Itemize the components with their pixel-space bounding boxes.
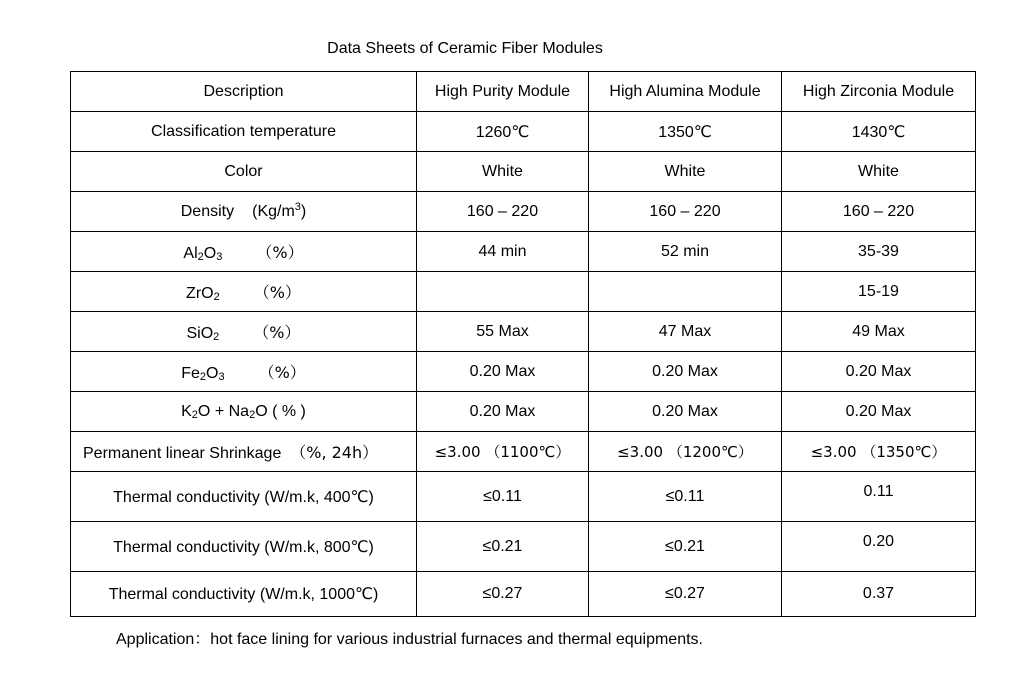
header-cell: High Alumina Module (589, 72, 782, 112)
table-cell: 47 Max (589, 312, 782, 352)
row-label (71, 232, 417, 272)
table-row (71, 152, 976, 192)
table-cell: 0.20 Max (782, 352, 976, 392)
unit-label: （%） (253, 283, 301, 302)
table-cell: 44 min (417, 232, 589, 272)
table-cell: 0.20 Max (782, 392, 976, 432)
table-cell: 1260℃ (417, 112, 589, 152)
formula-subscript: 3 (218, 371, 225, 383)
table-cell: 160 – 220 (589, 192, 782, 232)
table-cell: ≤0.27 (417, 572, 589, 617)
table-cell: ≤0.11 (589, 472, 782, 522)
formula-subscript: 2 (191, 408, 198, 421)
table-cell (782, 522, 976, 572)
table-cell: 1430℃ (782, 112, 976, 152)
table-row (71, 432, 976, 472)
row-label: Thermal conductivity (W/m.k, 800℃) (71, 522, 417, 572)
row-label (71, 432, 417, 472)
table-cell: ≤0.21 (417, 522, 589, 572)
table-cell (417, 272, 589, 312)
table-cell (782, 472, 976, 522)
table-cell: ≤0.21 (589, 522, 782, 572)
unit-label: （%） (258, 363, 306, 382)
table-cell: 15-19 (782, 272, 976, 312)
table-cell: 160 – 220 (782, 192, 976, 232)
formula-part: SiO (186, 325, 214, 342)
formula-subscript: 2 (197, 251, 204, 263)
formula-part: O (255, 402, 268, 420)
table-cell: 0.37 (782, 572, 976, 617)
row-label (71, 392, 417, 432)
table-row (71, 352, 976, 392)
header-cell: High Zirconia Module (782, 72, 976, 112)
header-cell: Description (71, 72, 417, 112)
table-cell: 0.20 Max (417, 392, 589, 432)
density-label: Density (180, 202, 235, 220)
table-cell: ≤0.11 (417, 472, 589, 522)
formula-subscript: 2 (213, 291, 220, 303)
table-cell: 160 – 220 (417, 192, 589, 232)
table-cell (589, 272, 782, 312)
formula-subscript: 2 (249, 408, 256, 421)
table-cell: 49 Max (782, 312, 976, 352)
row-label: Thermal conductivity (W/m.k, 400℃) (71, 472, 417, 522)
page-title: Data Sheets of Ceramic Fiber Modules (327, 40, 603, 57)
row-label: Color (71, 152, 417, 192)
table-row (71, 312, 976, 352)
formula-part: O (203, 245, 217, 262)
table-row (71, 472, 976, 522)
formula-part: Fe (181, 365, 200, 382)
formula-part: O + Na (197, 402, 250, 420)
cell-value: 0.11 (863, 482, 894, 500)
table-row (71, 272, 976, 312)
table-cell: White (589, 152, 782, 192)
table-cell: ≤3.00 （1100℃） (417, 432, 589, 472)
table-cell: 0.20 Max (589, 352, 782, 392)
unit-label: ( % ) (272, 402, 306, 420)
table-cell: ≤3.00 （1350℃） (782, 432, 976, 472)
density-unit-close: ) (300, 202, 307, 220)
table-row (71, 392, 976, 432)
density-unit: (Kg/m (252, 202, 295, 220)
table-cell: 35-39 (782, 232, 976, 272)
row-label: Classification temperature (71, 112, 417, 152)
table-cell: White (417, 152, 589, 192)
row-label (71, 272, 417, 312)
table-cell: ≤0.27 (589, 572, 782, 617)
unit-label: （%, 24h） (290, 443, 379, 462)
unit-label: （%） (253, 323, 301, 342)
table-cell: 0.20 Max (589, 392, 782, 432)
table-row (71, 232, 976, 272)
unit-label: （%） (256, 243, 304, 262)
table-cell: 0.20 Max (417, 352, 589, 392)
row-label (71, 192, 417, 232)
formula-part: Al (183, 245, 198, 262)
formula-subscript: 3 (216, 251, 223, 263)
data-sheet-table (70, 71, 976, 617)
table-row (71, 192, 976, 232)
shrinkage-label: Permanent linear Shrinkage (83, 445, 282, 462)
row-label (71, 352, 417, 392)
table-cell: White (782, 152, 976, 192)
table-row (71, 572, 976, 617)
application-note: Application：hot face lining for various industrial furnaces and thermal equipments. (116, 631, 703, 648)
cell-value: 0.20 (862, 532, 895, 550)
formula-subscript: 2 (199, 371, 206, 383)
table-row (71, 522, 976, 572)
table-row (71, 112, 976, 152)
header-row (71, 72, 976, 112)
row-label: Thermal conductivity (W/m.k, 1000℃) (71, 572, 417, 617)
density-exponent: 3 (294, 200, 301, 213)
header-cell: High Purity Module (417, 72, 589, 112)
formula-subscript: 2 (213, 331, 220, 343)
table-cell: ≤3.00 （1200℃） (589, 432, 782, 472)
table-cell: 1350℃ (589, 112, 782, 152)
row-label (71, 312, 417, 352)
table-cell: 52 min (589, 232, 782, 272)
formula-part: K (181, 402, 192, 420)
formula-part: O (206, 365, 219, 382)
table-cell: 55 Max (417, 312, 589, 352)
formula-part: ZrO (186, 285, 214, 302)
